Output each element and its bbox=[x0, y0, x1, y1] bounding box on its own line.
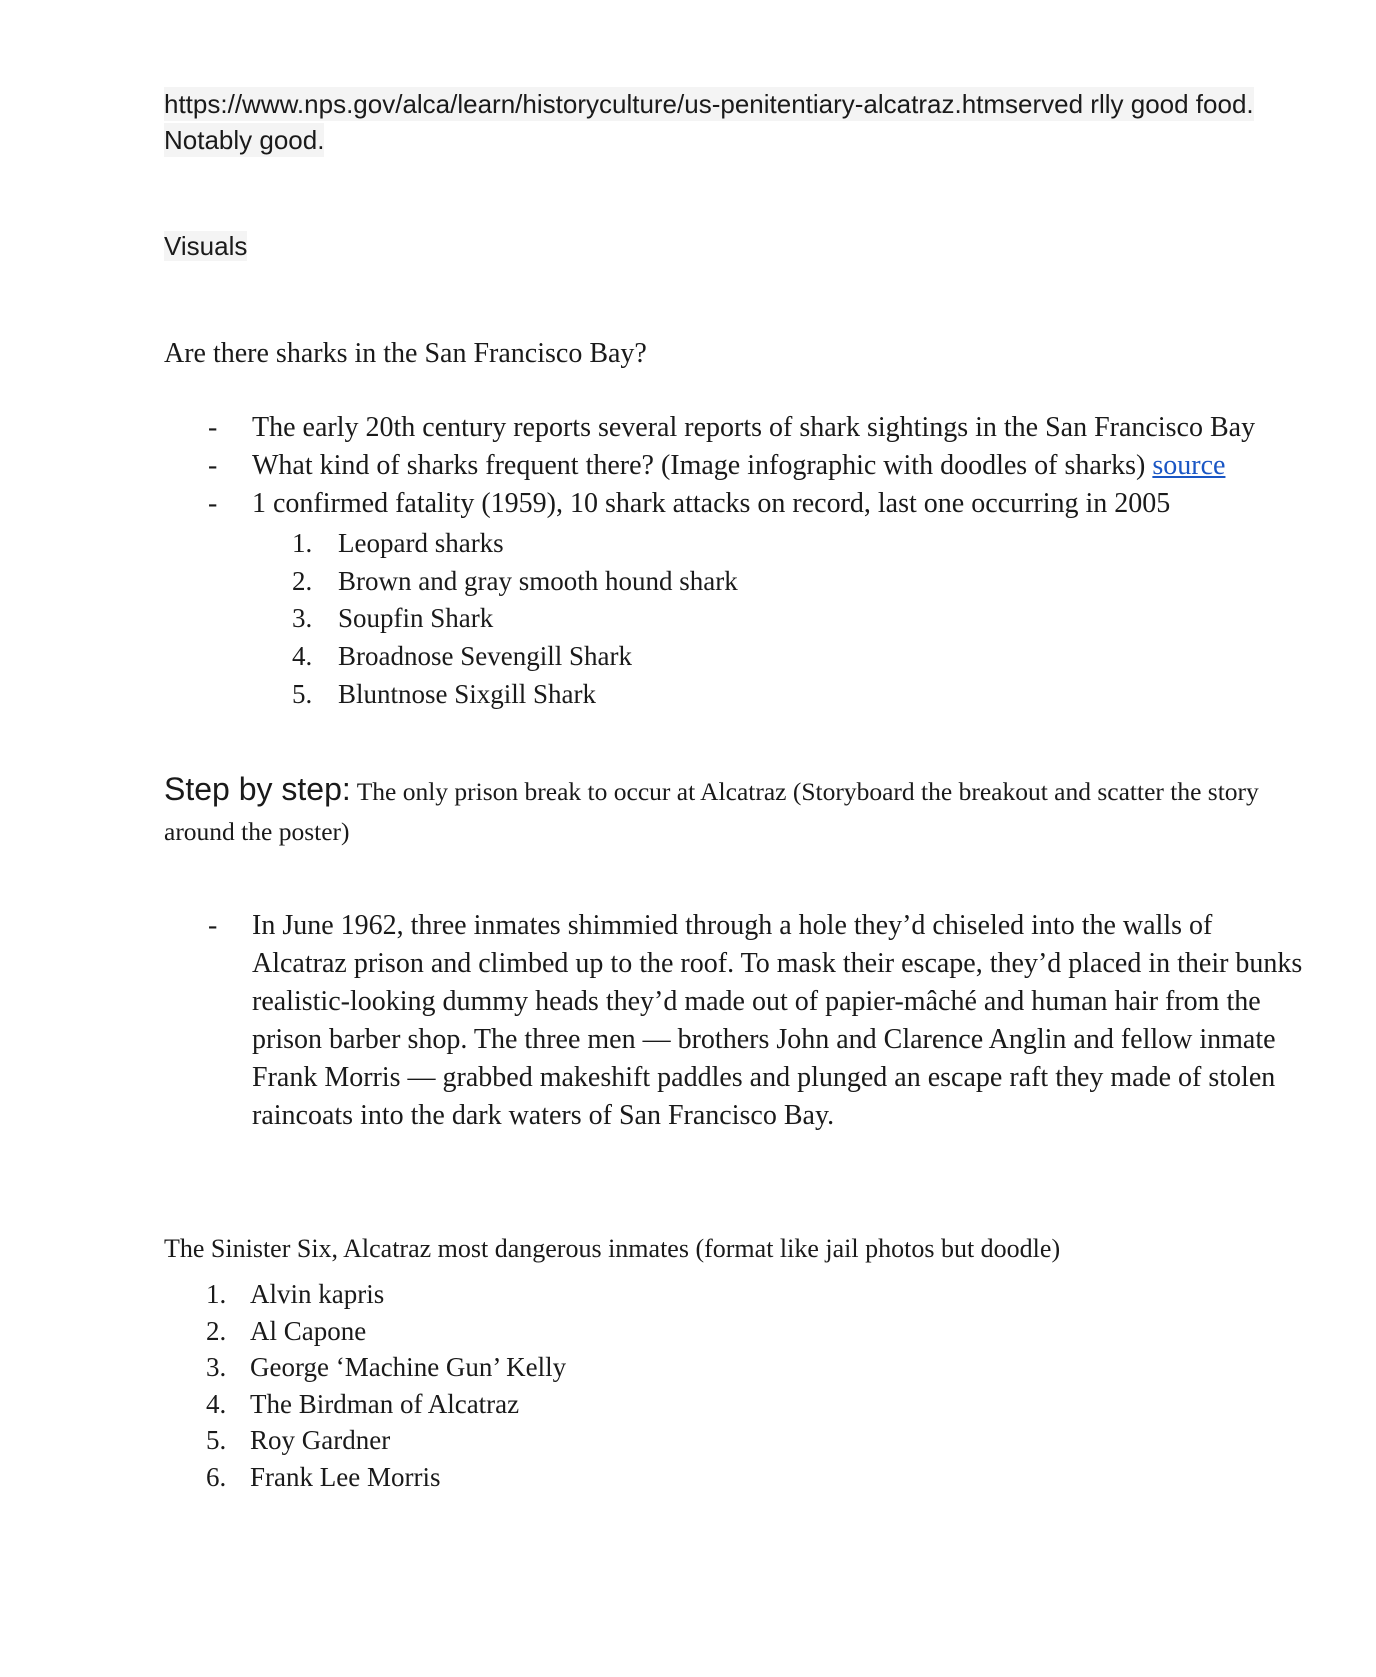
inmate-name: George ‘Machine Gun’ Kelly bbox=[250, 1352, 567, 1383]
species-name: Broadnose Sevengill Shark bbox=[338, 641, 632, 672]
list-item bbox=[206, 1459, 566, 1496]
sharks-bullet-list bbox=[164, 409, 1304, 523]
inmate-list bbox=[206, 1276, 566, 1496]
list-item bbox=[206, 1313, 566, 1350]
escape-story-list bbox=[164, 907, 1304, 1135]
intro-note bbox=[164, 86, 1294, 158]
source-link[interactable]: source bbox=[1152, 450, 1226, 481]
list-item bbox=[206, 1276, 566, 1313]
list-item bbox=[164, 409, 1304, 447]
list-number: 4. bbox=[292, 641, 313, 672]
step-by-step-description: The only prison break to occur at Alcatraz (Storyboard the breakout and scatter the story around the poster) bbox=[164, 777, 1259, 846]
intro-comment-line2: Notably good. bbox=[164, 125, 325, 155]
list-item bbox=[292, 525, 738, 563]
bullet-dash: - bbox=[208, 488, 218, 519]
list-number: 1. bbox=[292, 528, 313, 558]
shark-species-list bbox=[292, 525, 738, 714]
inmate-name: Roy Gardner bbox=[250, 1425, 391, 1456]
list-number: 5. bbox=[206, 1425, 227, 1456]
list-item bbox=[164, 447, 1304, 485]
list-item bbox=[164, 907, 1304, 1135]
list-number: 3. bbox=[292, 603, 313, 634]
sinister-six-heading: The Sinister Six, Alcatraz most dangerous inmates (format like jail photos but doodle) bbox=[164, 1234, 1061, 1263]
list-number: 2. bbox=[206, 1315, 227, 1346]
species-name: Brown and gray smooth hound shark bbox=[338, 565, 738, 596]
step-by-step-lead: Step by step: bbox=[164, 771, 351, 807]
list-item bbox=[206, 1386, 566, 1423]
intro-comment: served rlly good food. bbox=[1005, 89, 1254, 119]
list-item bbox=[292, 600, 738, 638]
species-name: Leopard sharks bbox=[338, 528, 504, 558]
list-item bbox=[292, 638, 738, 676]
bullet-dash: - bbox=[208, 910, 218, 941]
inmate-name: Al Capone bbox=[250, 1315, 367, 1346]
list-item bbox=[206, 1349, 566, 1386]
list-item bbox=[164, 485, 1304, 523]
inmate-name: The Birdman of Alcatraz bbox=[250, 1388, 520, 1419]
bullet-text: What kind of sharks frequent there? (Image infographic with doodles of sharks) bbox=[252, 450, 1153, 481]
bullet-dash: - bbox=[208, 450, 218, 481]
bullet-dash: - bbox=[208, 412, 218, 443]
bullet-text: The early 20th century reports several reports of shark sightings in the San Francisco Bay bbox=[252, 412, 1256, 443]
list-number: 2. bbox=[292, 565, 313, 596]
visuals-label-text: Visuals bbox=[164, 231, 248, 261]
list-item bbox=[292, 676, 738, 714]
escape-story-paragraph: In June 1962, three inmates shimmied through a hole they’d chiseled into the walls of Alcatraz prison and climbed up to the roof. To mask their escape, they’d placed in their bunks realistic-looking dummy heads they’d made out of papier-mâché and human hair from the prison barber shop. The three men — brothers John and Clarence Anglin and fellow inmate Frank Morris — grabbed makeshift paddles and plunged an escape raft they made of stolen raincoats into the dark waters of San Francisco Bay. bbox=[252, 910, 1303, 1131]
visuals-label bbox=[164, 229, 247, 263]
step-by-step-heading bbox=[164, 769, 1314, 852]
source-url-text: https://www.nps.gov/alca/learn/historyculture/us-penitentiary-alcatraz.htm bbox=[164, 89, 1006, 119]
inmate-name: Frank Lee Morris bbox=[250, 1461, 441, 1492]
list-number: 4. bbox=[206, 1388, 227, 1419]
inmate-name: Alvin kapris bbox=[250, 1279, 385, 1309]
species-name: Soupfin Shark bbox=[338, 603, 494, 634]
list-item bbox=[206, 1422, 566, 1459]
list-number: 5. bbox=[292, 678, 313, 709]
list-number: 3. bbox=[206, 1352, 227, 1383]
list-number: 6. bbox=[206, 1461, 227, 1492]
list-number: 1. bbox=[206, 1279, 227, 1309]
list-item bbox=[292, 563, 738, 601]
bullet-text: 1 confirmed fatality (1959), 10 shark attacks on record, last one occurring in 2005 bbox=[252, 488, 1171, 519]
species-name: Bluntnose Sixgill Shark bbox=[338, 678, 597, 709]
sharks-heading: Are there sharks in the San Francisco Bay? bbox=[164, 338, 647, 369]
